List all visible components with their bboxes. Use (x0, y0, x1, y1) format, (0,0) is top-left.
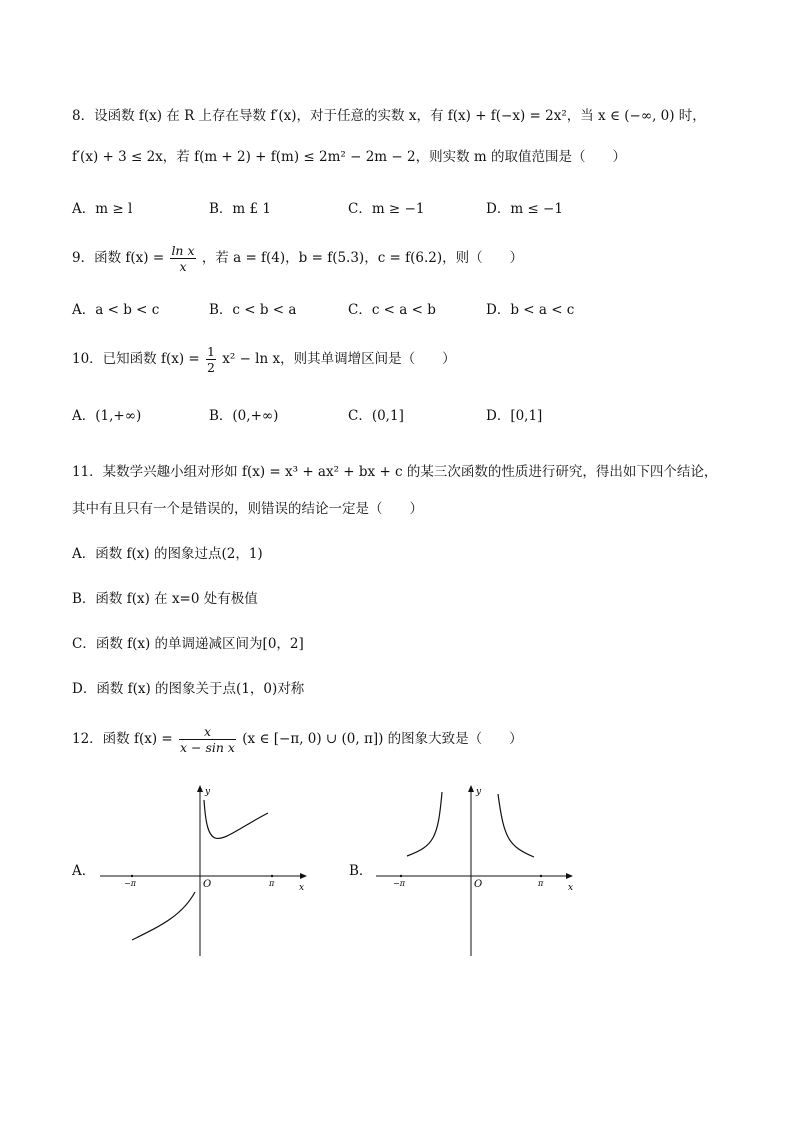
q12-fraction (179, 724, 236, 755)
graph-a-pi-tick (271, 875, 273, 877)
graph-b (372, 780, 582, 960)
q11-option-b: B．函数 f(x) 在 x=0 处有极值 (72, 591, 258, 607)
q8-option-d: D．m ≤ −1 (486, 201, 563, 217)
graph-b-origin: O (474, 879, 483, 890)
graph-a-origin: O (203, 879, 212, 890)
q11-line1: 11．某数学兴趣小组对形如 f(x) = x³ + ax² + bx + c 的某三次函数的性质进行研究，得出如下四个结论， (72, 464, 718, 480)
graph-a-label: A． (72, 863, 96, 879)
q9-prefix: 9．函数 f(x) = (72, 250, 165, 266)
q9-option-a: A．a < b < c (72, 302, 160, 318)
q10-suffix: x² − ln x，则其单调增区间是（ ） (222, 351, 456, 367)
q9-frac-den: x (179, 259, 187, 274)
q12-frac-den: x − sin x (180, 740, 235, 755)
graph-b-pi-tick (540, 875, 542, 877)
q8-option-b: B．m £ 1 (209, 201, 271, 217)
q8-option-c: C．m ≥ −1 (348, 201, 425, 217)
q11-option-a: A．函数 f(x) 的图象过点(2，1) (72, 546, 263, 562)
q10-stem (72, 342, 456, 376)
q9-option-b: B．c < b < a (209, 302, 297, 318)
q9-suffix: ，若 a = f(4)，b = f(5.3)，c = f(6.2)，则（ ） (201, 250, 524, 266)
graph-a-y-arrow (197, 785, 203, 792)
graph-a-neg-pi: −π (124, 879, 136, 888)
q10-fraction (206, 344, 216, 375)
graph-b-label: B． (349, 863, 373, 879)
graph-b-curve-right (498, 794, 534, 857)
q11-option-d: D．函数 f(x) 的图象关于点(1，0)对称 (72, 681, 305, 697)
graph-a-curve-left (132, 892, 195, 940)
graph-a-curve-right (204, 800, 268, 838)
q11-line2: 其中有且只有一个是错误的，则错误的结论一定是（ ） (72, 501, 423, 517)
q8-option-a: A．m ≥ l (72, 201, 133, 217)
graph-b-y-label: y (476, 787, 482, 797)
graph-b-pi: π (538, 879, 544, 888)
graph-b-y-arrow (468, 785, 474, 792)
q9-stem (72, 241, 523, 275)
graph-a (100, 780, 320, 960)
graph-a-neg-pi-tick (131, 875, 133, 877)
q10-option-c: C．(0,1] (348, 408, 404, 424)
q10-option-a: A．(1,+∞) (72, 408, 142, 424)
q10-prefix: 10．已知函数 f(x) = (72, 351, 200, 367)
q8-line2: f′(x) + 3 ≤ 2x，若 f(m + 2) + f(m) ≤ 2m² − 2m − 2，则实数 m 的取值范围是（ ） (72, 149, 626, 165)
graph-a-x-label: x (299, 883, 305, 893)
graph-b-neg-pi: −π (393, 879, 405, 888)
q10-option-d: D．[0,1] (486, 408, 543, 424)
q9-fraction (170, 243, 195, 274)
q11-option-c: C．函数 f(x) 的单调递减区间为[0，2] (72, 636, 304, 652)
q12-suffix: (x ∈ [−π, 0) ∪ (0, π]) 的图象大致是（ ） (242, 731, 523, 747)
graph-b-x-label: x (568, 883, 574, 893)
q9-option-c: C．c < a < b (348, 302, 436, 318)
graph-a-x-arrow (300, 873, 307, 879)
q8-line1: 8．设函数 f(x) 在 R 上存在导数 f′(x)，对于任意的实数 x，有 f(x) + f(−x) = 2x²，当 x ∈ (−∞, 0) 时， (72, 108, 706, 124)
q10-option-b: B．(0,+∞) (209, 408, 279, 424)
q12-stem (72, 722, 523, 756)
q10-frac-den: 2 (207, 360, 215, 375)
q12-frac-num: x (179, 724, 236, 740)
graph-b-neg-pi-tick (400, 875, 402, 877)
q9-option-d: D．b < a < c (486, 302, 575, 318)
q12-prefix: 12．函数 f(x) = (72, 731, 173, 747)
graph-a-pi: π (269, 879, 275, 888)
q10-frac-num: 1 (207, 344, 215, 359)
graph-b-curve-left (407, 792, 442, 856)
graph-b-x-arrow (566, 873, 573, 879)
q9-frac-num: ln x (171, 243, 195, 258)
graph-a-y-label: y (205, 787, 211, 797)
